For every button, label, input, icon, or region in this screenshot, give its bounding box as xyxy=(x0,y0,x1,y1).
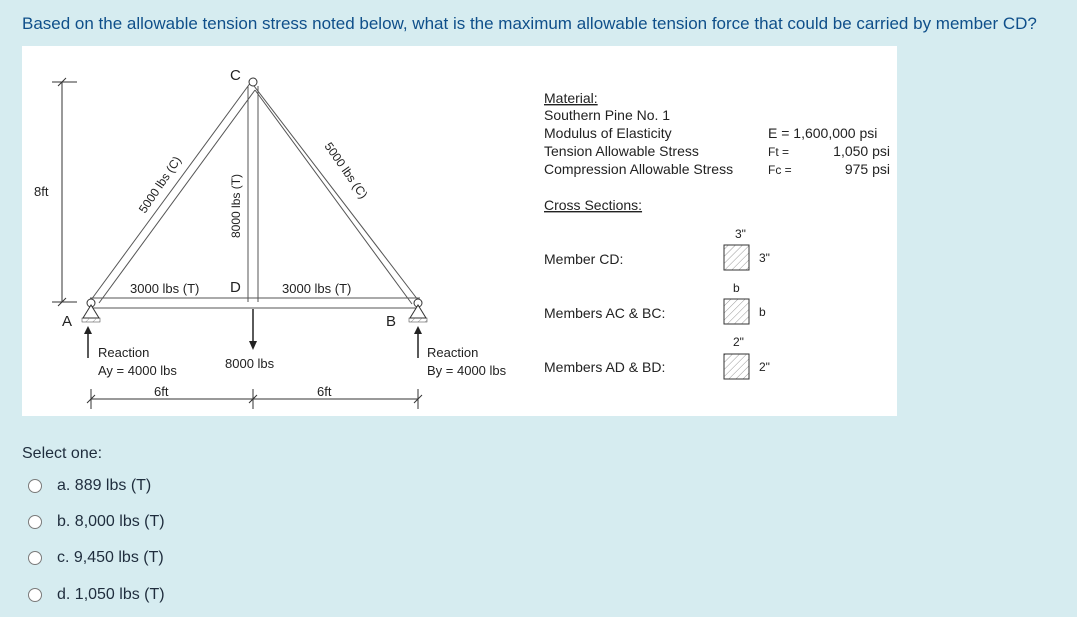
member-cd-top-dim: 3" xyxy=(735,227,746,241)
members-ac-bc-top-dim: b xyxy=(733,281,740,295)
members-ad-bd-side-dim: 2" xyxy=(759,360,770,374)
tension-stress-label: Tension Allowable Stress xyxy=(544,143,699,159)
material-name: Southern Pine No. 1 xyxy=(544,107,671,123)
reaction-b-line1: Reaction xyxy=(427,345,479,360)
ad-force-label: 3000 lbs (T) xyxy=(130,281,200,296)
modulus-label: Modulus of Elasticity xyxy=(544,125,672,141)
member-cd-section-icon xyxy=(724,245,749,270)
member-cd-section-label: Member CD: xyxy=(544,251,624,267)
members-ad-bd-top-dim: 2" xyxy=(733,335,744,349)
tension-stress-value: 1,050 psi xyxy=(833,143,890,159)
members-ac-bc-side-dim: b xyxy=(759,305,766,319)
span-right-label: 6ft xyxy=(317,384,332,399)
member-cd xyxy=(248,86,258,302)
db-force-label: 3000 lbs (T) xyxy=(282,281,352,296)
option-b[interactable] xyxy=(28,509,165,535)
cross-sections-block xyxy=(544,197,770,379)
reaction-a-line1: Reaction xyxy=(98,345,150,360)
truss-figure xyxy=(22,46,897,416)
height-label: 8ft xyxy=(34,184,49,199)
cd-force-label: 8000 lbs (T) xyxy=(229,173,243,238)
members-ad-bd-section-label: Members AD & BD: xyxy=(544,359,666,375)
radio-icon[interactable] xyxy=(28,479,42,493)
select-one-label: Select one: xyxy=(22,445,103,462)
option-b-label[interactable]: b. 8,000 lbs (T) xyxy=(57,513,165,530)
compression-stress-symbol: Fc = xyxy=(768,163,792,177)
load-label: 8000 lbs xyxy=(225,356,275,371)
material-title: Material: xyxy=(544,90,598,106)
option-d-label[interactable]: d. 1,050 lbs (T) xyxy=(57,586,165,603)
option-c-label[interactable]: c. 9,450 lbs (T) xyxy=(57,549,164,566)
tension-stress-symbol: Ft = xyxy=(768,145,790,159)
radio-icon[interactable] xyxy=(28,551,42,565)
member-bc xyxy=(251,82,418,304)
question-text: Based on the allowable tension stress noted below, what is the maximum allowable tension force that could be carried by member CD? xyxy=(22,14,1037,33)
node-c-label: C xyxy=(230,67,241,84)
reaction-b-arrow-icon xyxy=(414,326,422,358)
joint-c xyxy=(249,78,257,86)
reaction-a-arrow-icon xyxy=(84,326,92,358)
height-dimension xyxy=(34,78,77,306)
reaction-b-line2: By = 4000 lbs xyxy=(427,363,507,378)
radio-icon[interactable] xyxy=(28,588,42,602)
compression-stress-value: 975 psi xyxy=(844,161,890,177)
node-a-label: A xyxy=(62,313,73,330)
members-ad-bd-section-icon xyxy=(724,354,749,379)
option-a[interactable] xyxy=(28,473,151,499)
bc-force-label: 5000 lbs (C) xyxy=(321,139,371,202)
option-d[interactable] xyxy=(28,582,165,608)
compression-stress-label: Compression Allowable Stress xyxy=(544,161,734,177)
ac-force-label: 5000 lbs (C) xyxy=(135,153,185,216)
node-d-label: D xyxy=(230,279,241,296)
modulus-value: E = 1,600,000 psi xyxy=(768,125,878,141)
truss-diagram xyxy=(22,46,897,416)
material-block xyxy=(544,90,890,177)
span-left-label: 6ft xyxy=(154,384,169,399)
member-cd-side-dim: 3" xyxy=(759,251,770,265)
option-a-label[interactable]: a. 889 lbs (T) xyxy=(57,477,152,494)
member-ab xyxy=(90,298,420,308)
reaction-a-line2: Ay = 4000 lbs xyxy=(98,363,177,378)
node-b-label: B xyxy=(386,313,397,330)
option-c[interactable] xyxy=(28,545,164,571)
span-dimension xyxy=(87,384,422,409)
cross-sections-title: Cross Sections: xyxy=(544,197,643,213)
radio-icon[interactable] xyxy=(28,515,42,529)
members-ac-bc-section-label: Members AC & BC: xyxy=(544,305,666,321)
members-ac-bc-section-icon xyxy=(724,299,749,324)
load-arrow-icon xyxy=(249,309,257,350)
